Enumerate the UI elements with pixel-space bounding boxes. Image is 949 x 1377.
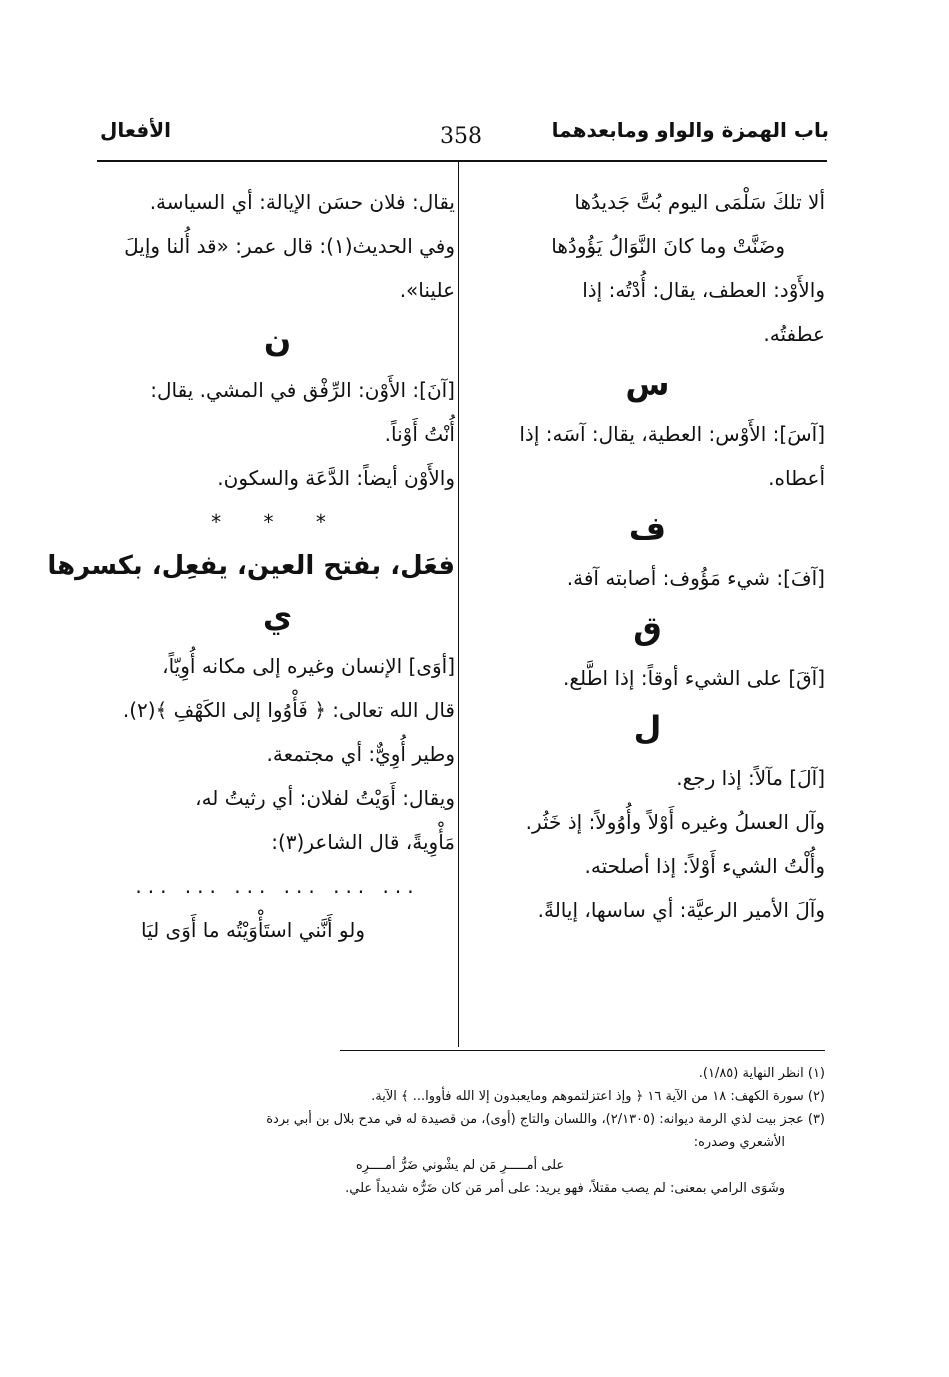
- footnote-rule: [340, 1050, 825, 1051]
- entry-line: ويقال: أَوَيْتُ لفلان: أي رثيتُ له،: [195, 786, 455, 810]
- entry-line: مَأْوِيةً، قال الشاعر(٣):: [271, 830, 455, 854]
- entry-line: يقال: فلان حسَن الإيالة: أي السياسة.: [149, 190, 455, 214]
- entry-line: [آنَ]: الأَوْن: الرِّفْق في المشي. يقال:: [150, 378, 455, 402]
- entry-line: وطير أُوِيٌّ: أي مجتمعة.: [266, 742, 455, 766]
- entry-line: وآلَ الأمير الرعيَّة: أي ساسها، إيالةً.: [537, 898, 825, 922]
- footnote-verse: على أمـــــرِ مَن لم يشْوني ضَرُّ أمــــرِه: [355, 1158, 565, 1173]
- left-column: [47, 180, 455, 952]
- right-column: [470, 180, 825, 932]
- section-letter: ي: [262, 597, 293, 635]
- header-rule: [97, 160, 827, 162]
- entry-line: والأَوْد: العطف، يقال: أُدْتُه: إذا: [582, 278, 825, 302]
- entry-line: وأُلْتُ الشيء أَوْلاً: إذا أصلحته.: [584, 854, 825, 878]
- entry-line: [آسَ]: الأَوْس: العطية، يقال: آسَه: إذا: [519, 422, 825, 446]
- section-letter: ف: [628, 509, 667, 547]
- entry-line: [آفَ]: شيء مَؤُوف: أصابته آفة.: [566, 566, 825, 590]
- entry-line: [آقَ] على الشيء أوقاً: إذا اطَّلع.: [563, 666, 825, 690]
- section-heading: فعَل، بفتح العين، يفعِل، بكسرها: [47, 551, 455, 581]
- page-number: 358: [440, 124, 482, 149]
- separator-stars: * * *: [211, 510, 344, 534]
- footnote: (٢) سورة الكهف: ١٨ من الآية ١٦ ﴿ وإذ اعتزلتموهم ومايعبدون إلا الله فأووا... ﴾ الآية.: [371, 1089, 825, 1104]
- entry-line: وآل العسلُ وغيره أَوْلاً وأُوُولاً: إذ خَثُر.: [525, 810, 825, 834]
- footnote: (١) انظر النهاية (١/٨٥).: [698, 1066, 825, 1081]
- footnote: (٣) عجز بيت لذي الرمة ديوانه: (٢/١٣٠٥)، واللسان والتاج (أوى)، من قصيدة له في مدح بلال بن أبي بردة: [266, 1112, 825, 1127]
- entry-line: وفي الحديث(١): قال عمر: «قد أُلنا وإيلَ: [124, 234, 455, 258]
- entry-line: والأَوْن أيضاً: الدَّعَة والسكون.: [217, 466, 455, 490]
- section-letter: ن: [263, 321, 292, 359]
- footnote: وشَوَى الرامي بمعنى: لم يصب مقتلاً، فهو يريد: على أمر مَن كان ضَرُّه شديداً علي.: [345, 1181, 785, 1196]
- footnotes: [95, 1062, 825, 1200]
- section-letter: ق: [633, 609, 662, 647]
- section-letter: ل: [633, 709, 662, 747]
- footnote: الأشعري وصدره:: [693, 1135, 785, 1150]
- section-letter: س: [625, 365, 670, 403]
- entry-line: أُنْتُ أَوْناً.: [384, 422, 455, 446]
- verse-line: وضَنَّتْ وما كانَ النَّوَالُ يَؤُودُها: [551, 234, 785, 258]
- running-header-right: باب الهمزة والواو ومابعدهما: [551, 118, 829, 142]
- ellipsis-line: ... ... ... ... ... ...: [135, 874, 420, 898]
- verse-line: ألا تلكَ سَلْمَى اليوم بُتَّ جَديدُها: [574, 190, 825, 214]
- column-divider: [458, 162, 459, 1047]
- entry-line: [أوَى] الإنسان وغيره إلى مكانه أُوِيّاً،: [162, 654, 455, 678]
- verse-line: ولو أَنَّني استَأْوَيْتُه ما أَوَى ليَا: [140, 918, 365, 942]
- entry-line: أعطاه.: [768, 466, 825, 490]
- entry-line: قال الله تعالى: ﴿ فَأْوُوا إلى الكَهْفِ ﴾(٢).: [122, 698, 455, 722]
- entry-line: علينا».: [399, 278, 455, 302]
- entry-line: عطفتُه.: [763, 322, 825, 346]
- entry-line: [آلَ] مآلاً: إذا رجع.: [676, 766, 825, 790]
- running-header-left: الأفعال: [100, 118, 171, 142]
